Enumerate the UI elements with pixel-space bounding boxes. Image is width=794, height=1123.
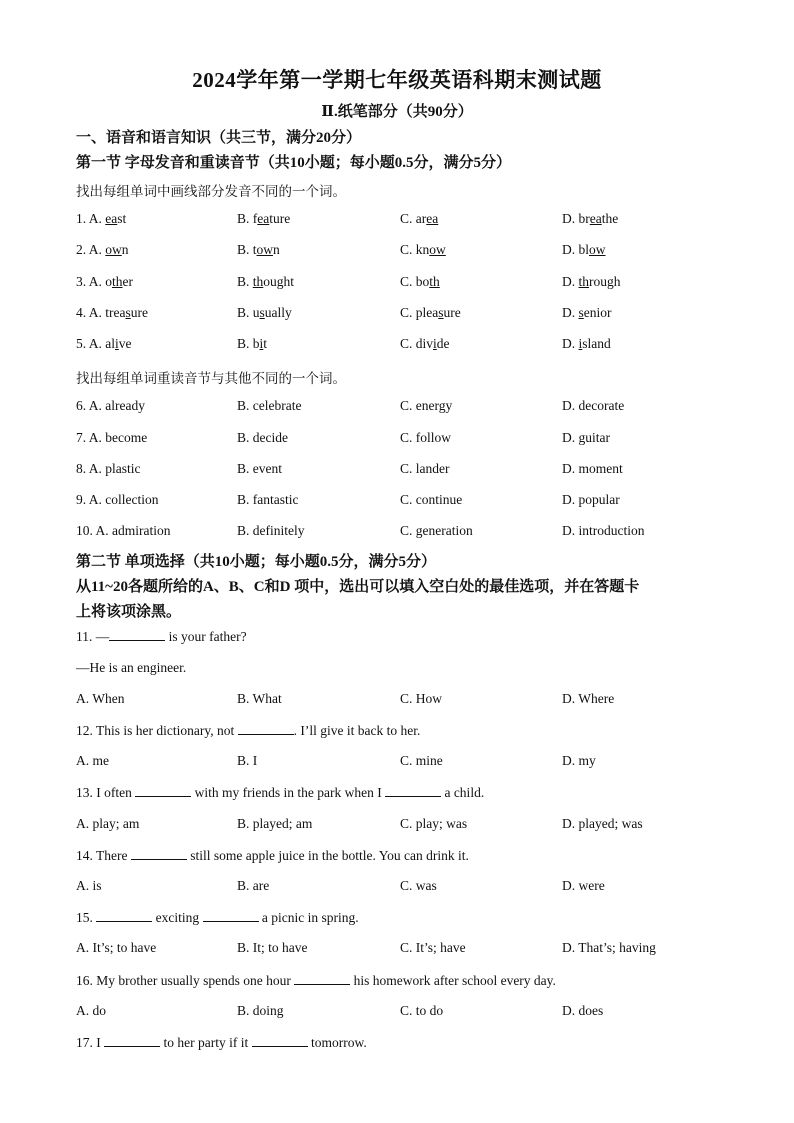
option-a: A. It’s; to have (76, 940, 157, 955)
option-d: D. my (562, 753, 596, 768)
option-b: B. usually (237, 305, 292, 320)
option-a: 10. A. admiration (76, 523, 171, 538)
section2-instruction-line1: 从11~20各题所给的A、B、C和D 项中，选出可以填入空白处的最佳选项，并在答题卡 (76, 579, 640, 595)
section2-instruction-line2: 上将该项涂黑。 (76, 604, 182, 620)
option-a: 3. A. other (76, 274, 134, 289)
question-row-10 (76, 523, 756, 543)
question-row-3 (76, 274, 756, 294)
option-c: C. play; was (400, 816, 468, 831)
question-11-options (76, 691, 756, 711)
option-a: A. is (76, 878, 102, 893)
option-b: B. town (237, 242, 280, 257)
exam-title: 2024学年第一学期七年级英语科期末测试题 (192, 68, 602, 92)
option-b: B. I (237, 753, 258, 768)
option-a: A. do (76, 1003, 106, 1018)
section1-instruction-b: 找出每组单词重读音节与其他不同的一个词。 (76, 371, 346, 386)
option-b: B. bit (237, 336, 268, 351)
question-14: 14. There still some apple juice in the bottle. You can drink it. (76, 848, 469, 863)
section2-heading: 第二节 单项选择（共10小题；每小题0.5分，满分5分） (76, 554, 437, 570)
question-11-response: —He is an engineer. (76, 660, 187, 675)
exam-subtitle: Ⅱ.纸笔部分（共90分） (321, 104, 473, 120)
question-14-options (76, 878, 756, 898)
option-a: 7. A. become (76, 430, 148, 445)
question-12-options (76, 753, 756, 773)
question-12: 12. This is her dictionary, not . I’ll give it back to her. (76, 723, 421, 738)
option-d: D. That’s; having (562, 940, 656, 955)
option-c: C. area (400, 211, 439, 226)
option-d: D. senior (562, 305, 612, 320)
option-d: D. introduction (562, 523, 645, 538)
option-d: D. popular (562, 492, 620, 507)
question-row-4 (76, 305, 756, 325)
option-b: B. doing (237, 1003, 284, 1018)
option-d: D. Where (562, 691, 615, 706)
question-row-5 (76, 336, 756, 356)
part1-heading: 一、语音和语言知识（共三节，满分20分） (76, 130, 362, 146)
option-c: C. energy (400, 398, 453, 413)
option-c: C. generation (400, 523, 473, 538)
answer-blank (135, 784, 191, 797)
question-row-1 (76, 211, 756, 231)
option-c: C. lander (400, 461, 450, 476)
option-a: 5. A. alive (76, 336, 132, 351)
question-row-8 (76, 461, 756, 481)
answer-blank (203, 909, 259, 922)
option-a: A. me (76, 753, 109, 768)
option-c: C. divide (400, 336, 450, 351)
option-b: B. It; to have (237, 940, 308, 955)
answer-blank (104, 1034, 160, 1047)
option-a: 1. A. east (76, 211, 127, 226)
option-c: C. How (400, 691, 443, 706)
section1-heading: 第一节 字母发音和重读音节（共10小题；每小题0.5分，满分5分） (76, 155, 512, 171)
answer-blank (131, 847, 187, 860)
option-b: B. are (237, 878, 270, 893)
option-b: B. definitely (237, 523, 305, 538)
answer-blank (385, 784, 441, 797)
option-d: D. blow (562, 242, 606, 257)
question-15: 15. exciting a picnic in spring. (76, 910, 359, 925)
option-c: C. mine (400, 753, 443, 768)
option-a: 4. A. treasure (76, 305, 149, 320)
option-b: B. decide (237, 430, 288, 445)
option-b: B. event (237, 461, 282, 476)
section1-instruction-a: 找出每组单词中画线部分发音不同的一个词。 (76, 184, 346, 199)
question-16-options (76, 1003, 756, 1023)
option-d: D. breathe (562, 211, 619, 226)
question-13: 13. I often with my friends in the park when I a child. (76, 785, 485, 800)
option-d: D. decorate (562, 398, 625, 413)
option-b: B. feature (237, 211, 291, 226)
option-a: 8. A. plastic (76, 461, 141, 476)
option-d: D. island (562, 336, 611, 351)
question-row-9 (76, 492, 756, 512)
option-c: C. It’s; have (400, 940, 466, 955)
option-d: D. through (562, 274, 621, 289)
question-13-options (76, 816, 756, 836)
option-b: B. played; am (237, 816, 313, 831)
option-c: C. both (400, 274, 440, 289)
question-row-2 (76, 242, 756, 262)
option-c: C. was (400, 878, 437, 893)
option-d: D. guitar (562, 430, 610, 445)
option-a: 2. A. own (76, 242, 129, 257)
question-row-7 (76, 430, 756, 450)
option-a: 6. A. already (76, 398, 145, 413)
question-11: 11. — is your father? (76, 629, 247, 644)
option-b: B. celebrate (237, 398, 302, 413)
option-b: B. fantastic (237, 492, 299, 507)
answer-blank (238, 722, 294, 735)
option-a: A. play; am (76, 816, 140, 831)
answer-blank (252, 1034, 308, 1047)
question-16: 16. My brother usually spends one hour his homework after school every day. (76, 973, 556, 988)
option-c: C. follow (400, 430, 452, 445)
question-17: 17. I to her party if it tomorrow. (76, 1035, 367, 1050)
answer-blank (109, 628, 165, 641)
option-d: D. played; was (562, 816, 643, 831)
option-d: D. does (562, 1003, 604, 1018)
option-d: D. moment (562, 461, 623, 476)
option-a: A. When (76, 691, 125, 706)
answer-blank (294, 972, 350, 985)
option-d: D. were (562, 878, 605, 893)
question-row-6 (76, 398, 756, 418)
option-c: C. continue (400, 492, 463, 507)
option-c: C. to do (400, 1003, 444, 1018)
option-c: C. pleasure (400, 305, 461, 320)
answer-blank (96, 909, 152, 922)
option-a: 9. A. collection (76, 492, 159, 507)
option-b: B. What (237, 691, 282, 706)
question-15-options (76, 940, 756, 960)
option-c: C. know (400, 242, 446, 257)
option-b: B. thought (237, 274, 295, 289)
